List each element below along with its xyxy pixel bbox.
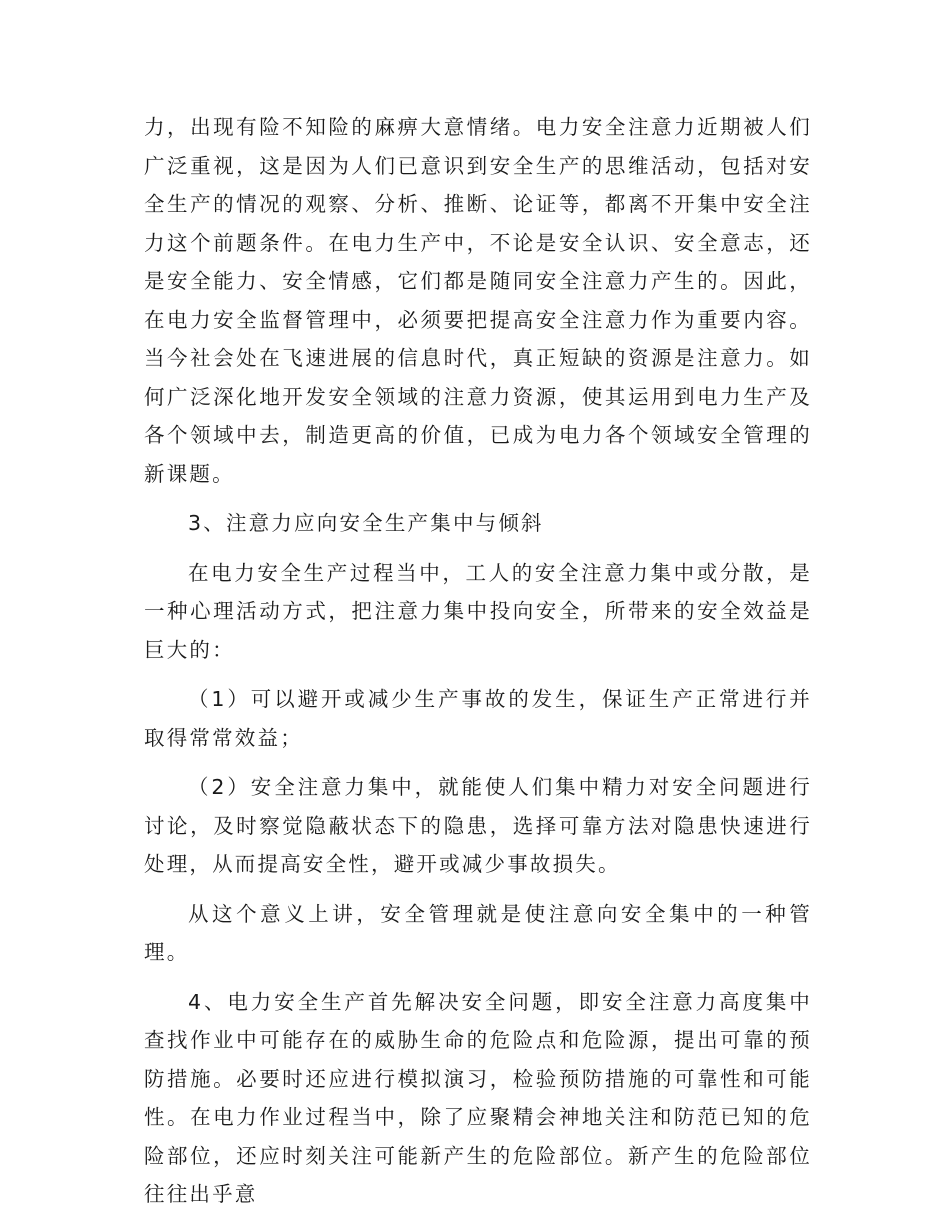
document-body: [144, 108, 812, 1214]
list-item-2: （2）安全注意力集中，就能使人们集中精力对安全问题进行讨论，及时察觉隐蔽状态下的隐患，选择可靠方法对隐患快速进行处理，从而提高安全性，避开或减少事故损失。: [144, 775, 812, 876]
paragraph-safety-benefit: 在电力安全生产过程当中，工人的安全注意力集中或分散，是一种心理活动方式，把注意力集中投向安全，所带来的安全效益是巨大的：: [144, 560, 812, 662]
section-paragraph-4: 4、电力安全生产首先解决安全问题，即安全注意力高度集中查找作业中可能存在的威胁生命的危险点和危险源，提出可靠的预防措施。必要时还应进行模拟演习，检验预防措施的可靠性和可能性。在电力作业过程当中，除了应聚精会神地关注和防范已知的危险部位，还应时刻关注可能新产生的危险部位。新产生的危险部位往往出乎意: [144, 989, 812, 1206]
section-heading-3: 3、注意力应向安全生产集中与倾斜: [188, 511, 544, 535]
paragraph-summary: 从这个意义上讲，安全管理就是使注意向安全集中的一种管理。: [144, 901, 812, 964]
list-item-1: （1）可以避开或减少生产事故的发生，保证生产正常进行并取得常常效益；: [144, 687, 812, 750]
paragraph-continuation: 力，出现有险不知险的麻痹大意情绪。电力安全注意力近期被人们广泛重视，这是因为人们已意识到安全生产的思维活动，包括对安全生产的情况的观察、分析、推断、论证等，都离不开集中安全注力这个前题条件。在电力生产中，不论是安全认识、安全意志，还是安全能力、安全情感，它们都是随同安全注意力产生的。因此，在电力安全监督管理中，必须要把提高安全注意力作为重要内容。当今社会处在飞速进展的信息时代，真正短缺的资源是注意力。如何广泛深化地开发安全领域的注意力资源，使其运用到电力生产及各个领域中去，制造更高的价值，已成为电力各个领域安全管理的新课题。: [144, 115, 812, 486]
